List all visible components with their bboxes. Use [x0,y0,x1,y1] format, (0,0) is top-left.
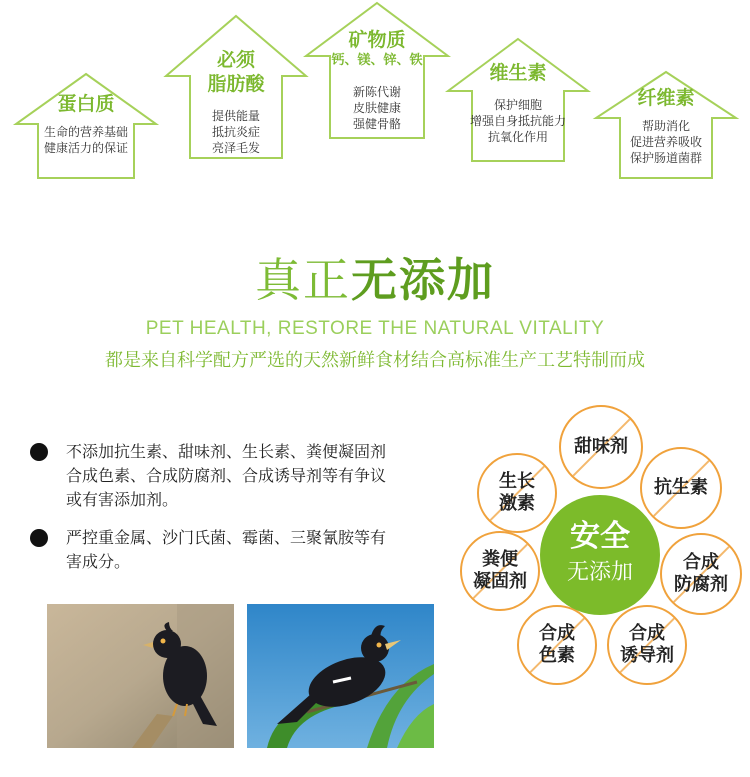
nutrient-fiber [592,68,740,182]
additive-item-pigment: 合成 色素 [517,605,597,685]
subtitle-english: PET HEALTH, RESTORE THE NATURAL VITALITY [145,318,605,339]
nutrient-desc: 新陈代谢 皮肤健康 强健骨骼 [352,85,401,131]
additive-item-sweetener: 甜味剂 [559,405,643,489]
bullet-dot [30,529,48,547]
nutrient-title: 蛋白质 [57,93,115,115]
badge-line1: 安全 [570,519,630,554]
headline-part2: 无添加 [351,253,495,307]
subtitle-chinese: 都是来自科学配方严选的天然新鲜食材结合高标准生产工艺特制而成 [105,350,645,371]
nutrient-vitamins [444,35,592,165]
headline-part1: 真正 [255,253,351,307]
nutrient-desc: 提供能量 抵抗炎症 亮泽毛发 [211,109,260,155]
nutrient-desc: 帮助消化 促进营养吸收 保护肠道菌群 [629,119,702,165]
bird-photo-left [47,604,234,748]
nutrient-desc: 生命的营养基础 健康活力的保证 [43,125,128,155]
nutrient-fatty-acid [162,12,310,162]
nutrient-minerals [302,0,452,142]
safe-no-additive-badge [540,495,660,615]
bullet-strict-control [30,526,450,576]
bird-photo-right [247,604,434,748]
additive-item-preservatives: 合成 防腐剂 [660,533,742,615]
bullet-text: 严控重金属、沙门氏菌、霉菌、三聚氰胺等有 害成分。 [66,528,387,571]
nutrient-protein [12,70,160,182]
additive-item-growth-hormone: 生长 激素 [477,453,557,533]
nutrient-title: 必须 脂肪酸 [207,49,265,95]
additive-item-stool-coagulant: 粪便 凝固剂 [460,531,540,611]
additive-item-antibiotics: 抗生素 [640,447,722,529]
nutrient-title: 维生素 [489,62,547,84]
additive-item-attractant: 合成 诱导剂 [607,605,687,685]
headline [0,252,750,308]
nutrient-title: 矿物质 钙、镁、锌、铁 [331,29,423,68]
nutrient-title: 纤维素 [637,87,695,109]
badge-line2: 无添加 [566,560,633,585]
bullet-no-additives [30,440,450,514]
bullet-dot [30,443,48,461]
nutrient-desc: 保护细胞 增强自身抵抗能力 抗氧化作用 [469,98,566,144]
bullet-text: 不添加抗生素、甜味剂、生长素、粪便凝固剂 合成色素、合成防腐剂、合成诱导剂等有争议 或有害添加剂。 [66,442,387,509]
safety-diagram [455,405,745,680]
